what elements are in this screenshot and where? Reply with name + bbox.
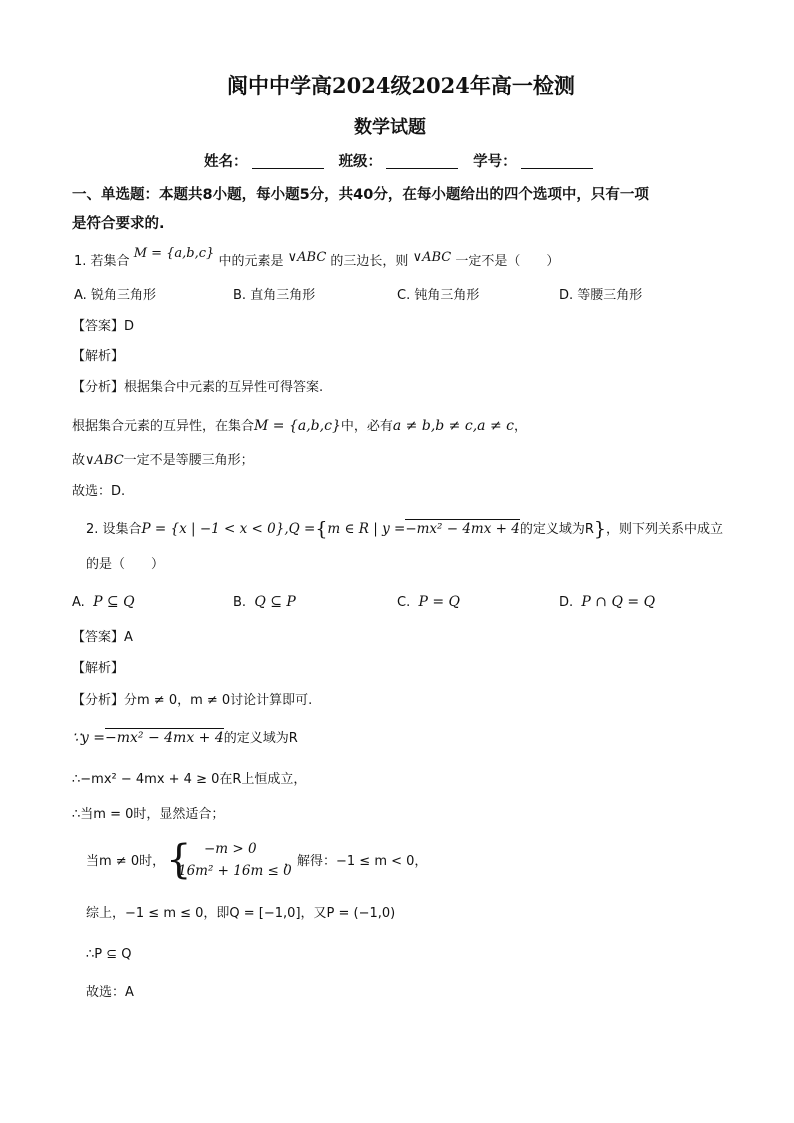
q1-sol1-text-d: ， [513,419,527,434]
option-text: 等腰三角形 [577,288,643,303]
q1-option-c [397,287,479,305]
q2-stem-part1: 2. 设集合 [86,522,142,537]
q1-fenxi: 【分析】根据集合中元素的互异性可得答案. [72,380,324,395]
name-blank [252,154,324,169]
question-1-stem [74,246,560,271]
q2-s4-pre: 当m ≠ 0时， [86,854,166,869]
q2-option-d [559,593,655,612]
q1-sol1-inequalities: a ≠ b,b ≠ c,a ≠ c [392,418,514,434]
q1-triangle-2: ∨ABC [412,250,452,265]
q2-solution-line3: ∴当m = 0时，显然适合； [72,807,225,822]
q1-sol2-triangle: ∨ABC [85,453,124,468]
option-text: 钝角三角形 [414,288,480,303]
q2-s1-pre: ∵y = [72,730,105,746]
option-key: A. [72,595,85,610]
option-text: P = Q [418,594,461,610]
name-label: 姓名： [204,154,248,170]
option-key: C. [397,288,411,303]
q1-stem-part1: 1. 若集合 [74,254,130,269]
q2-stem-part2: ，则下列关系中成立 [605,522,723,537]
q1-select: 故选：D. [72,484,126,499]
id-blank [521,154,593,169]
q2-select: 故选：A [86,985,134,1000]
q1-set-m: M = {a,b,c} [133,246,215,261]
page-title: 阆中中学高2024级2024年高一检测 [227,73,575,98]
option-key: B. [233,288,247,303]
q2-solution-line5: 综上，−1 ≤ m ≤ 0，即Q = [−1,0]，又P = (−1,0) [86,906,396,921]
q1-stem-part4: 一定不是（ ） [455,254,560,269]
q1-sol1-text-b: 中，必有 [340,419,393,434]
q1-option-a [74,287,156,305]
option-text: 锐角三角形 [90,288,156,303]
q1-option-b [233,287,315,305]
q2-option-b [233,593,296,612]
q1-stem-part3: 的三边长，则 [330,254,409,269]
q2-solution-line2: ∴−mx² − 4mx + 4 ≥ 0在R上恒成立， [72,772,307,787]
section-heading-line1: 一、单选题：本题共8小题，每小题5分，共40分，在每小题给出的四个选项中，只有一项 [72,187,649,203]
q1-answer: 【答案】D [72,319,135,334]
q1-sol2-text-b: 一定不是等腰三角形； [123,453,254,468]
q1-analysis-label: 【解析】 [72,349,125,364]
option-key: C. [397,595,411,610]
q2-left-brace: { [315,518,328,540]
class-blank [386,154,458,169]
q2-s1-radicand: −mx² − 4mx + 4 [105,730,224,746]
section-heading-line2: 是符合要求的. [72,216,165,232]
q2-set-q-domain: 的定义域为R [519,522,594,537]
option-key: D. [559,288,574,303]
id-label: 学号： [473,154,517,170]
q2-s4-post: ，解得：−1 ≤ m < 0， [284,854,428,869]
q2-option-c [397,593,460,612]
q2-solution-line1 [72,729,298,748]
q2-analysis-label: 【解析】 [72,661,125,676]
option-text: 直角三角形 [250,288,316,303]
q2-system-eq1: −m > 0 [204,841,257,857]
class-label: 班级： [338,154,383,170]
q1-sol1-set: M = {a,b,c} [254,418,341,434]
option-text: P ⊆ Q [93,594,135,610]
q2-stem-line2: 的是（ ） [86,557,165,572]
q2-system-brace: { [166,837,192,883]
q1-stem-part2: 中的元素是 [218,254,284,269]
question-2-stem [86,520,723,539]
option-text: P ∩ Q = Q [581,594,656,610]
student-info-row [204,150,599,171]
q2-s1-post: 的定义域为R [223,731,298,746]
q1-triangle-1: ∨ABC [287,250,327,265]
q1-sol1-text-a: 根据集合元素的互异性，在集合 [72,419,255,434]
q2-set-q-cond: m ∈ R | y = [327,521,406,537]
q1-solution-line1 [72,417,527,436]
q2-answer: 【答案】A [72,630,133,645]
q2-set-p: P = {x | −1 < x < 0},Q = [141,521,316,537]
option-key: D. [559,595,574,610]
q2-set-q-radicand: −mx² − 4mx + 4 [405,521,520,537]
q1-solution-line2 [72,452,254,470]
q2-solution-line6: ∴P ⊆ Q [86,947,132,962]
q2-fenxi: 【分析】分m ≠ 0，m ≠ 0讨论计算即可. [72,693,313,708]
page-subtitle: 数学试题 [354,117,426,138]
q2-right-brace: } [593,518,606,540]
q2-option-a [72,593,135,612]
option-key: A. [74,288,87,303]
q1-option-d [559,287,642,305]
q1-sol2-text-a: 故 [72,453,86,468]
q2-system-eq2: 16m² + 16m ≤ 0 [178,863,292,879]
option-text: Q ⊆ P [254,594,296,610]
option-key: B. [233,595,247,610]
